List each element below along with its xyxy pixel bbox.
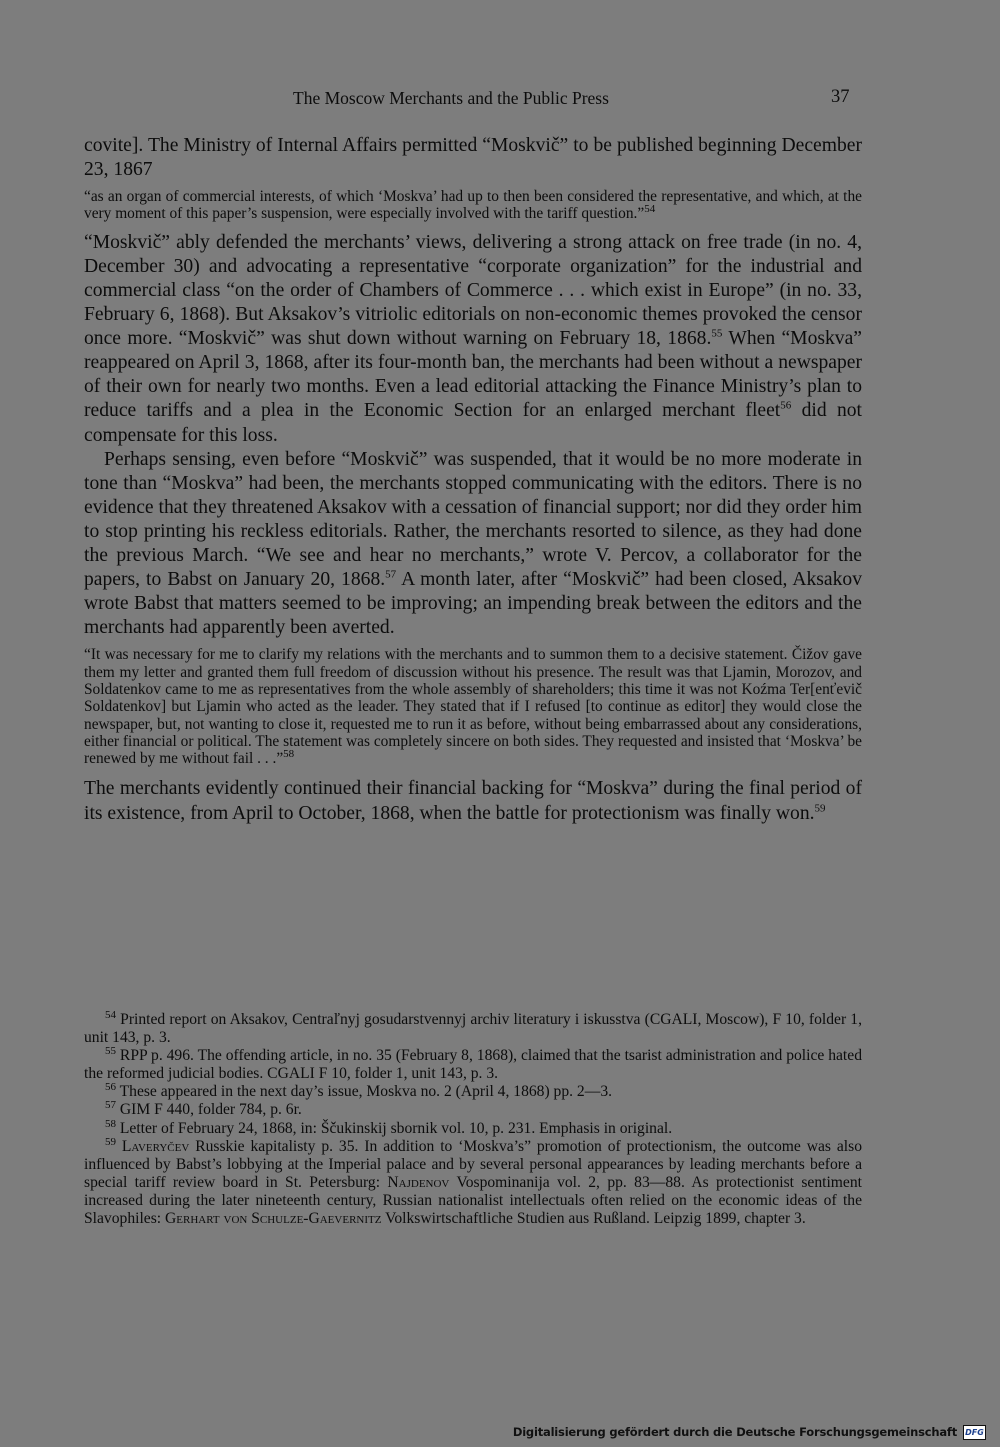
footnote-57: $^{57}$ GIM F 440, folder 784, p. 6r. [105, 1099, 302, 1119]
footnotes [84, 1008, 862, 1228]
footnote-56: $^{56}$ These appeared in the next day’s issue, Moskva no. 2 (April 4, 1868) pp. 2—3. [105, 1081, 613, 1101]
footnote-54: $^{54}$ Printed report on Aksakov, Centraľnyj gosudarstvennyj archiv literatury i iskusstva (CGALI, Moscow), F 10, folder 1, unit 143, p. 3. [84, 1008, 862, 1047]
page-header [0, 88, 1000, 112]
footnote-58: $^{58}$ Letter of February 24, 1868, in: Ščukinskij sbornik vol. 10, p. 231. Emphasis in original. [105, 1117, 673, 1137]
page-number: 37 [831, 87, 850, 107]
paragraph-2: “Moskvič” ably defended the merchants’ views, delivering a strong attack on free trade (in no. 4, December 30) and advocating a representative “corporate organization” for the industrial and commercial class “on the order of Chambers of Commerce . . . which exist in Europe” (in no. 33, February 6, 1868). But Aksakov’s vitriolic editorials on non-economic themes provoked the censor once more. “Moskvič” was shut down without warning on February 18, 1868.55 When “Moskva” reappeared on April 3, 1868, after its four-month ban, the merchants had been without a newspaper of their own for nearly two months. Even a lead editorial attacking the Finance Ministry’s plan to reduce tariffs and a plea in the Economic Section for an enlarged merchant fleet$^{56}$ did not compensate for this loss. [84, 231, 862, 446]
footnote-ref-59: 59 [814, 802, 826, 815]
block-quote-1: “as an organ of commercial interests, of which ‘Moskva’ had up to then been considered the representative, and which, at the very moment of this paper’s suspension, were especially involved with the tariff question.”$^{54}$ [84, 188, 862, 223]
footnote-ref-56: 56 [780, 399, 792, 412]
paragraph-3: Perhaps sensing, even before “Moskvič” was suspended, that it would be no more moderate in tone than “Moskva” had been, the merchants stopped communicating with the editors. There is no evidence that they threatened Aksakov with a cessation of financial support; nor did they order him to stop printing his reckless editorials. Rather, the merchants resorted to silence, as they had done the previous March. “We see and hear no merchants,” wrote V. Percov, a collaborator for the papers, to Babst on January 20, 1868.57 A month later, after “Moskvič” had been closed, Aksakov wrote Babst that matters seemed to be improving; an impending break between the editors and the merchants had apparently been averted. [84, 448, 862, 639]
paragraph-1: covite]. The Ministry of Internal Affairs permitted “Moskvič” to be published beginning December 23, 1867 [84, 135, 862, 181]
paragraph-4: The merchants evidently continued their financial backing for “Moskva” during the final period of its existence, from April to October, 1868, when the battle for protectionism was finally won.$^{59}$ [84, 778, 862, 824]
footnote-ref-58: 58 [283, 748, 295, 761]
footnote-59: $^{59}$ Laveryčev Russkie kapitalisty p. 35. In addition to ‘Moskva’s” promotion of protectionism, the outcome was also influenced by Babst’s lobbying at the Imperial palace and by several personal appearances by leading merchants before a special tariff review board in St. Petersburg: Najdenov Vospominanija vol. 2, pp. 83—88. As protectionist sentiment increased during the later nineteenth century, Russian nationalist intellectuals often relied on the economic ideas of the Slavophiles: Gerhart von Schulze-Gaevernitz Volkswirtschaftliche Studien aus Rußland. Leipzig 1899, chapter 3. [84, 1135, 862, 1228]
block-quote-2: “It was necessary for me to clarify my relations with the merchants and to summon them to a decisive statement. Čižov gave them my letter and granted them full freedom of discussion without his presence. The result was that Ljamin, Morozov, and Soldatenkov came to me as representatives from the whole assembly of shareholders; this time it was not Koźma Ter[enťevič Soldatenkov] but Ljamin who acted as the leader. They stated that if I refused [to continue as editor] they would close the newspaper, but, not wanting to close it, requested me to run it as before, without being embarrassed about any considerations, either financial or political. The statement was completely sincere on both sides. They requested and insisted that ‘Moskva’ be renewed by me without fail . . .”$^{58}$ [84, 646, 862, 768]
main-text [84, 130, 862, 826]
footnote-55: $^{55}$ RPP p. 496. The offending article, in no. 35 (February 8, 1868), claimed that the tsarist administration and police hated the reformed judicial bodies. CGALI F 10, folder 1, unit 143, p. 3. [84, 1045, 862, 1083]
digitization-credit [513, 1424, 986, 1440]
funding-credit-text: Digitalisierung gefördert durch die Deutsche Forschungsgemeinschaft [512, 1425, 957, 1439]
running-head: The Moscow Merchants and the Public Press [293, 88, 609, 108]
footnote-ref-57: 57 [385, 568, 397, 581]
dfg-logo-icon: DFG [963, 1425, 986, 1440]
footnote-ref-55: 55 [711, 327, 723, 340]
footnote-ref-54: 54 [644, 203, 656, 216]
